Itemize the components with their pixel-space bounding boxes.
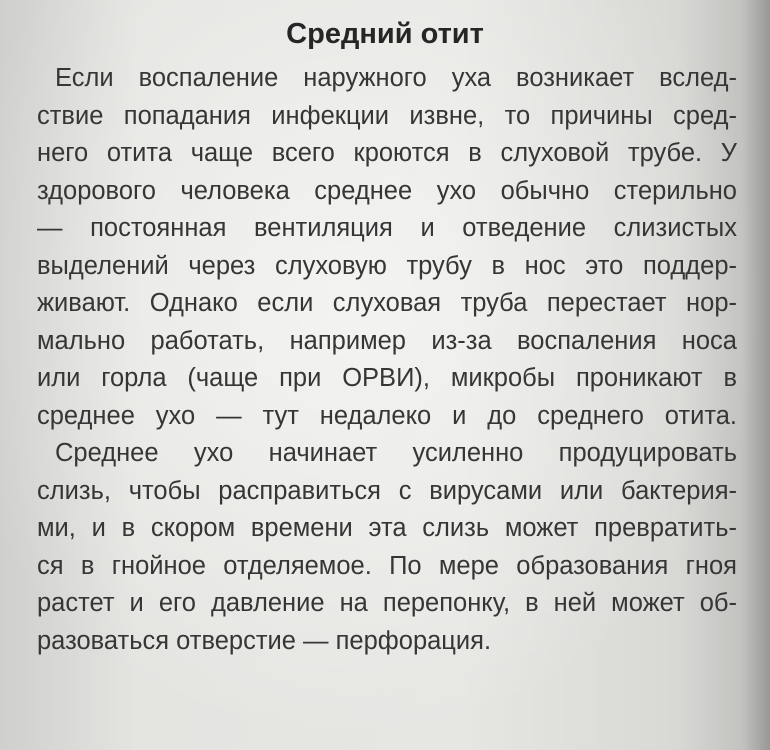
text-line: растет и его давление на перепонку, в ней может об- (37, 589, 737, 617)
article-body (37, 60, 737, 660)
text-line: живают. Однако если слуховая труба перестает нор- (37, 289, 737, 317)
text-line: здорового человека среднее ухо обычно стерильно (37, 176, 737, 205)
text-line: мально работать, например из-за воспаления носа (37, 326, 737, 355)
text-line: слизь, чтобы расправиться с вирусами или бактерия- (37, 476, 737, 505)
text-line: ствие попадания инфекции извне, то причины сред- (37, 101, 737, 130)
page-edge-shadow (742, 0, 770, 750)
text-line: — постоянная вентиляция и отведение слизистых (37, 214, 737, 242)
text-line: или горла (чаще при ОРВИ), микробы проникают в (37, 364, 737, 392)
text-line: ся в гнойное отделяемое. По мере образования гноя (37, 551, 737, 580)
text-line: разоваться отверстие — перфорация. (37, 626, 492, 655)
text-line: Среднее ухо начинает усиленно продуцировать (55, 439, 737, 467)
text-line: выделений через слуховую трубу в нос это поддер- (37, 251, 737, 280)
text-line: него отита чаще всего кроются в слуховой трубе. У (37, 139, 737, 167)
text-line: ми, и в скором времени эта слизь может превратить- (37, 514, 737, 542)
text-line: среднее ухо — тут недалеко и до среднего отита. (37, 401, 737, 430)
article-title: Средний отит (286, 18, 484, 50)
text-line: Если воспаление наружного уха возникает вслед- (55, 64, 737, 92)
